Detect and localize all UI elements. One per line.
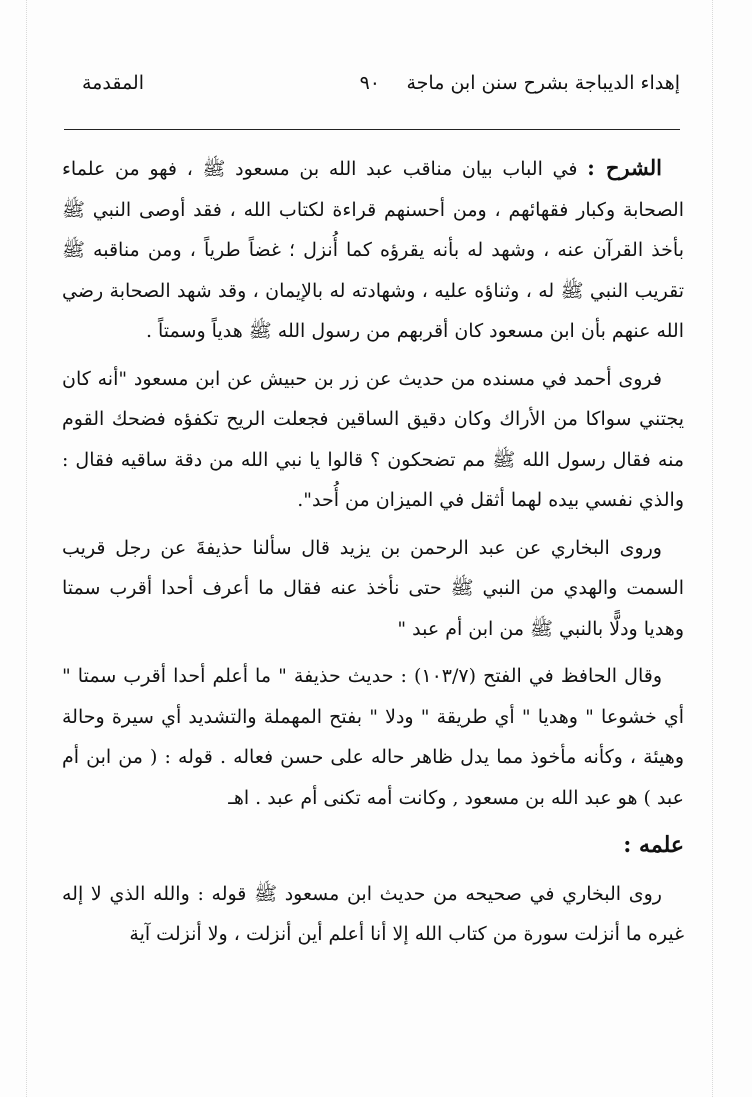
page-margin-guide-right [712, 0, 713, 1097]
sharh-text: في الباب بيان مناقب عبد الله بن مسعود ﷺ ، فهو من علماء الصحابة وكبار فقهائهم ، ومن أحسنهم قراءة لكتاب الله ، فقد أوصى النبي ﷺ بأخذ القرآن عنه ، وشهد له بأنه يقرؤه كما أُنزل ؛ غضاً طرياً ، ومن مناقبه ﷺ تقريب النبي ﷺ له ، وثناؤه عليه ، وشهادته له بالإيمان ، وقد شهد الصحابة رضي الله عنهم بأن ابن مسعود كان أقربهم من رسول الله ﷺ هدياً وسمتاً . [62, 158, 684, 342]
paragraph-hafiz-fath: وقال الحافظ في الفتح (١٠٣/٧) : حديث حذيفة " ما أعلم أحدا أقرب سمتا " أي خشوعا " وهديا " أي طريقة " ودلا " بفتح المهملة والتشديد أي سيرة وحالة وهيئة ، وكأنه مأخوذ مما يدل ظاهر حاله على حسن فعاله . قوله : ( من ابن أم عبد ) هو عبد الله بن مسعود , وكانت أمه تكنى أم عبد . اهـ [62, 665, 684, 809]
running-header [64, 72, 680, 104]
page-number: ٩٠ [359, 72, 380, 94]
paragraph-sharh [62, 148, 684, 352]
heading-ilm: علمه : [623, 832, 684, 858]
paragraph-bukhari-ilm: روى البخاري في صحيحه من حديث ابن مسعود ﷺ قوله : والله الذي لا إله غيره ما أنزلت سورة من كتاب الله إلا أنا أعلم أين أنزلت ، ولا أنزلت آية [62, 882, 684, 945]
page-margin-guide-left [26, 0, 27, 1097]
page-body [62, 148, 684, 962]
section-title: المقدمة [82, 72, 145, 94]
sharh-label: الشرح : [587, 155, 662, 180]
header-divider [64, 129, 680, 130]
book-title: إهداء الديباجة بشرح سنن ابن ماجة [406, 72, 680, 94]
paragraph-ahmad-hadith: فروى أحمد في مسنده من حديث عن زر بن حبيش عن ابن مسعود "أنه كان يجتني سواكا من الأراك وكان دقيق الساقين فجعلت الريح تكفؤه فضحك القوم منه فقال رسول الله ﷺ مم تضحكون ؟ قالوا يا نبي الله من دقة ساقيه فقال : والذي نفسي بيده لهما أثقل في الميزان من أُحد". [62, 367, 684, 511]
paragraph-bukhari-hudhayfa: وروى البخاري عن عبد الرحمن بن يزيد قال سألنا حذيفةَ عن رجل قريب السمت والهدي من النبي ﷺ حتى نأخذ عنه فقال ما أعرف أحدا أقرب سمتا وهديا ودلًّا بالنبي ﷺ من ابن أم عبد " [62, 536, 684, 640]
